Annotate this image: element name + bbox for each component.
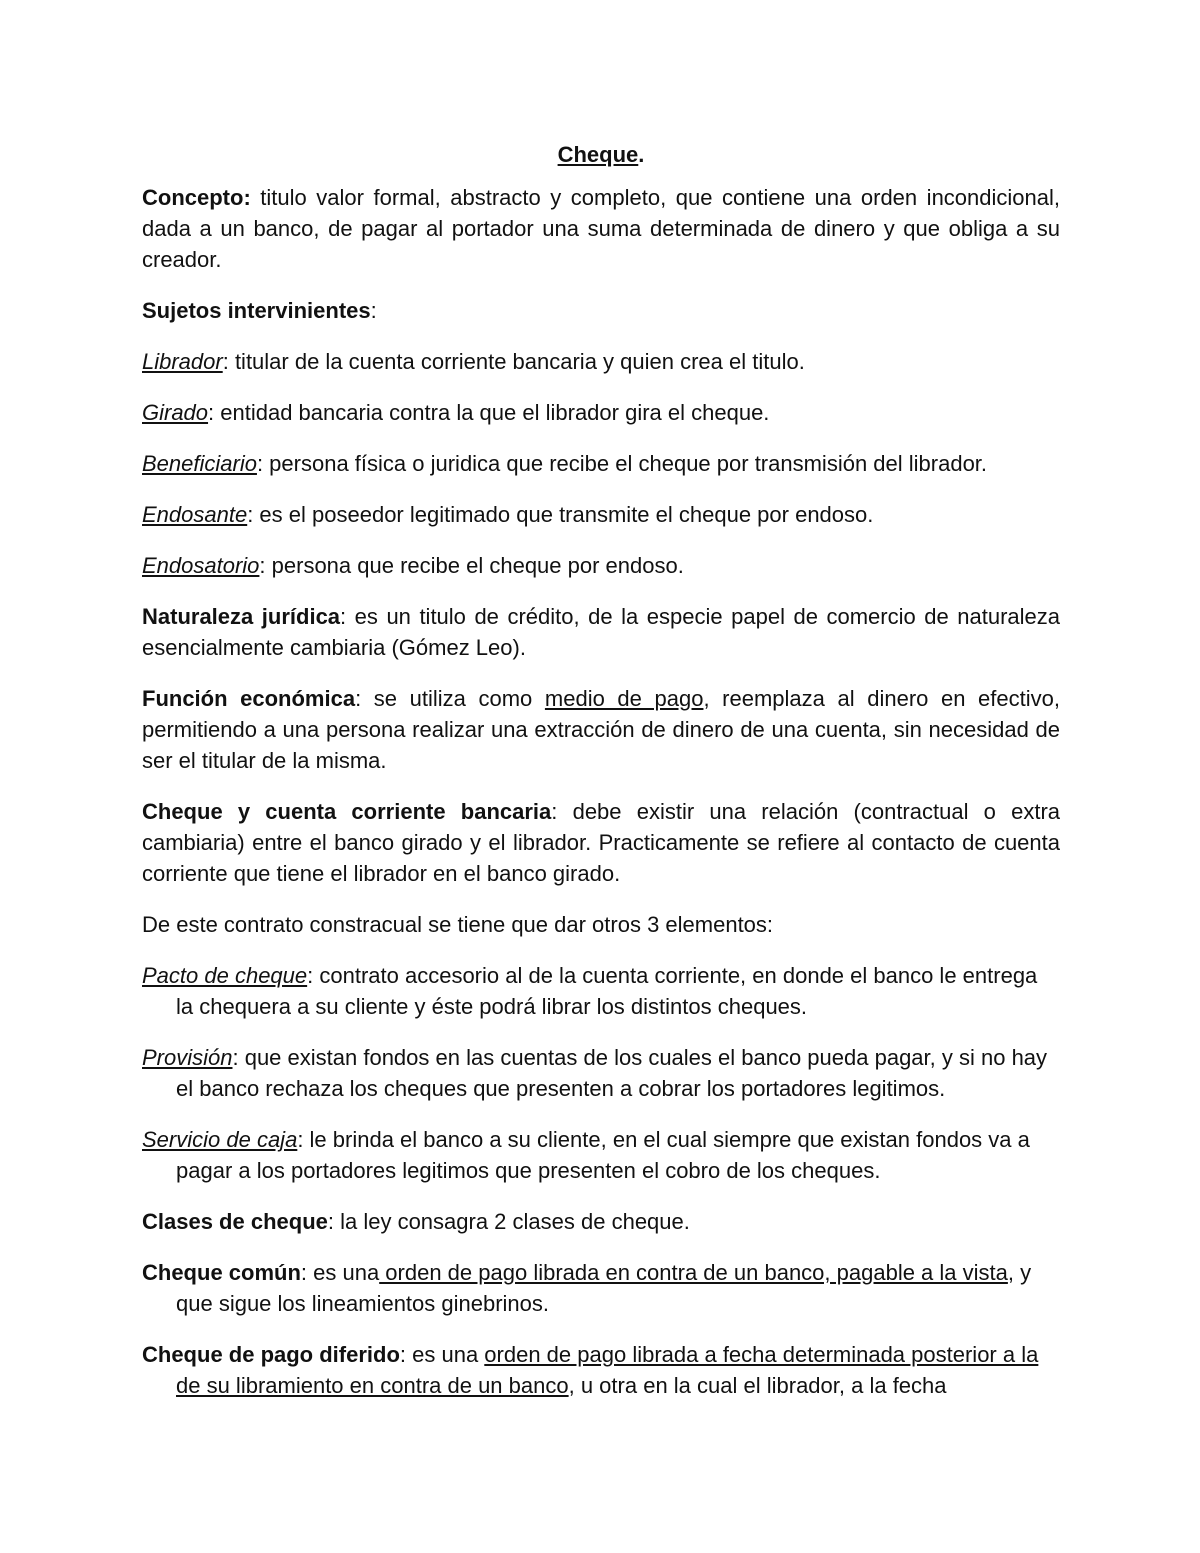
clases-label: Clases de cheque — [142, 1209, 328, 1234]
sujeto-item — [142, 499, 1060, 530]
document-title — [142, 140, 1060, 170]
funcion-underlined: medio de pago — [544, 686, 704, 711]
funcion-post: , reemplaza al dinero en efectivo, permitiendo a una persona realizar una extracción de dinero de una cuenta, sin necesidad de ser el titular de la misma. — [142, 686, 1060, 773]
title-period: . — [638, 142, 645, 167]
sujeto-text: : titular de la cuenta corriente bancaria y quien crea el titulo. — [222, 349, 805, 374]
contrato-intro: De este contrato constracual se tiene que dar otros 3 elementos: — [142, 912, 774, 937]
elemento-term: Pacto de cheque — [142, 963, 308, 988]
naturaleza-paragraph — [142, 601, 1060, 663]
elemento-item — [142, 960, 1060, 1022]
sujeto-item — [142, 448, 1060, 479]
clases-text: : la ley consagra 2 clases de cheque. — [327, 1209, 690, 1234]
elemento-text: : le brinda el banco a su cliente, en el cual siempre que existan fondos va a pagar a los portadores legitimos que presenten el cobro de los cheques. — [176, 1127, 1030, 1183]
comun-underlined: orden de pago librada en contra de un banco, pagable a la vista — [379, 1260, 1008, 1285]
sujetos-heading-label: Sujetos intervinientes — [142, 298, 371, 323]
sujeto-text: : entidad bancaria contra la que el librador gira el cheque. — [208, 400, 770, 425]
naturaleza-label: Naturaleza jurídica — [142, 604, 341, 629]
sujeto-item — [142, 397, 1060, 428]
elemento-text: : que existan fondos en las cuentas de los cuales el banco pueda pagar, y si no hay el banco rechaza los cheques que presenten a cobrar los portadores legitimos. — [176, 1045, 1048, 1101]
sujetos-heading-colon: : — [370, 298, 377, 323]
comun-post: , y que sigue los lineamientos ginebrinos. — [176, 1260, 1032, 1316]
elemento-item — [142, 1042, 1060, 1104]
elemento-item — [142, 1124, 1060, 1186]
funcion-pre: : se utiliza como — [355, 686, 545, 711]
comun-pre: : es una — [300, 1260, 380, 1285]
sujeto-term: Beneficiario — [142, 451, 257, 476]
cuenta-text: : debe existir una relación (contractual o extra cambiaria) entre el banco girado y el librador. Practicamente se refiere al contacto de cuenta corriente que tiene el librador en el banco girado. — [142, 799, 1061, 886]
comun-label: Cheque común — [142, 1260, 301, 1285]
concepto-paragraph — [142, 182, 1060, 275]
diferido-paragraph — [142, 1339, 1060, 1401]
sujeto-term: Endosante — [142, 502, 248, 527]
sujeto-term: Endosatorio — [142, 553, 260, 578]
diferido-underlined: orden de pago librada a fecha determinada posterior a la de su libramiento en contra de un banco — [176, 1342, 1039, 1398]
sujeto-item — [142, 550, 1060, 581]
elemento-text: : contrato accesorio al de la cuenta corriente, en donde el banco le entrega la chequera a su cliente y éste podrá librar los distintos cheques. — [176, 963, 1038, 1019]
naturaleza-text: : es un titulo de crédito, de la especie papel de comercio de naturaleza esencialmente cambiaria (Gómez Leo). — [142, 604, 1060, 660]
sujeto-term: Librador — [142, 349, 223, 374]
funcion-label: Función económica — [142, 686, 356, 711]
sujeto-text: : es el poseedor legitimado que transmite el cheque por endoso. — [247, 502, 874, 527]
sujeto-item — [142, 346, 1060, 377]
clases-paragraph — [142, 1206, 1060, 1237]
comun-paragraph — [142, 1257, 1060, 1319]
diferido-post: , u otra en la cual el librador, a la fecha — [568, 1373, 947, 1398]
sujeto-text: : persona que recibe el cheque por endoso. — [259, 553, 684, 578]
cuenta-paragraph — [142, 796, 1060, 889]
sujeto-term: Girado — [142, 400, 209, 425]
elemento-term: Provisión — [142, 1045, 233, 1070]
title-text: Cheque — [557, 142, 639, 167]
sujeto-text: : persona física o juridica que recibe el cheque por transmisión del librador. — [256, 451, 988, 476]
concepto-label: Concepto: — [142, 185, 251, 210]
diferido-label: Cheque de pago diferido — [142, 1342, 400, 1367]
concepto-text: titulo valor formal, abstracto y completo, que contiene una orden incondicional, dada a un banco, de pagar al portador una suma determinada de dinero y que obliga a su creador. — [142, 185, 1060, 272]
elemento-term: Servicio de caja — [142, 1127, 298, 1152]
sujetos-heading — [142, 295, 1060, 326]
funcion-paragraph — [142, 683, 1060, 776]
diferido-pre: : es una — [399, 1342, 485, 1367]
cuenta-label: Cheque y cuenta corriente bancaria — [142, 799, 552, 824]
